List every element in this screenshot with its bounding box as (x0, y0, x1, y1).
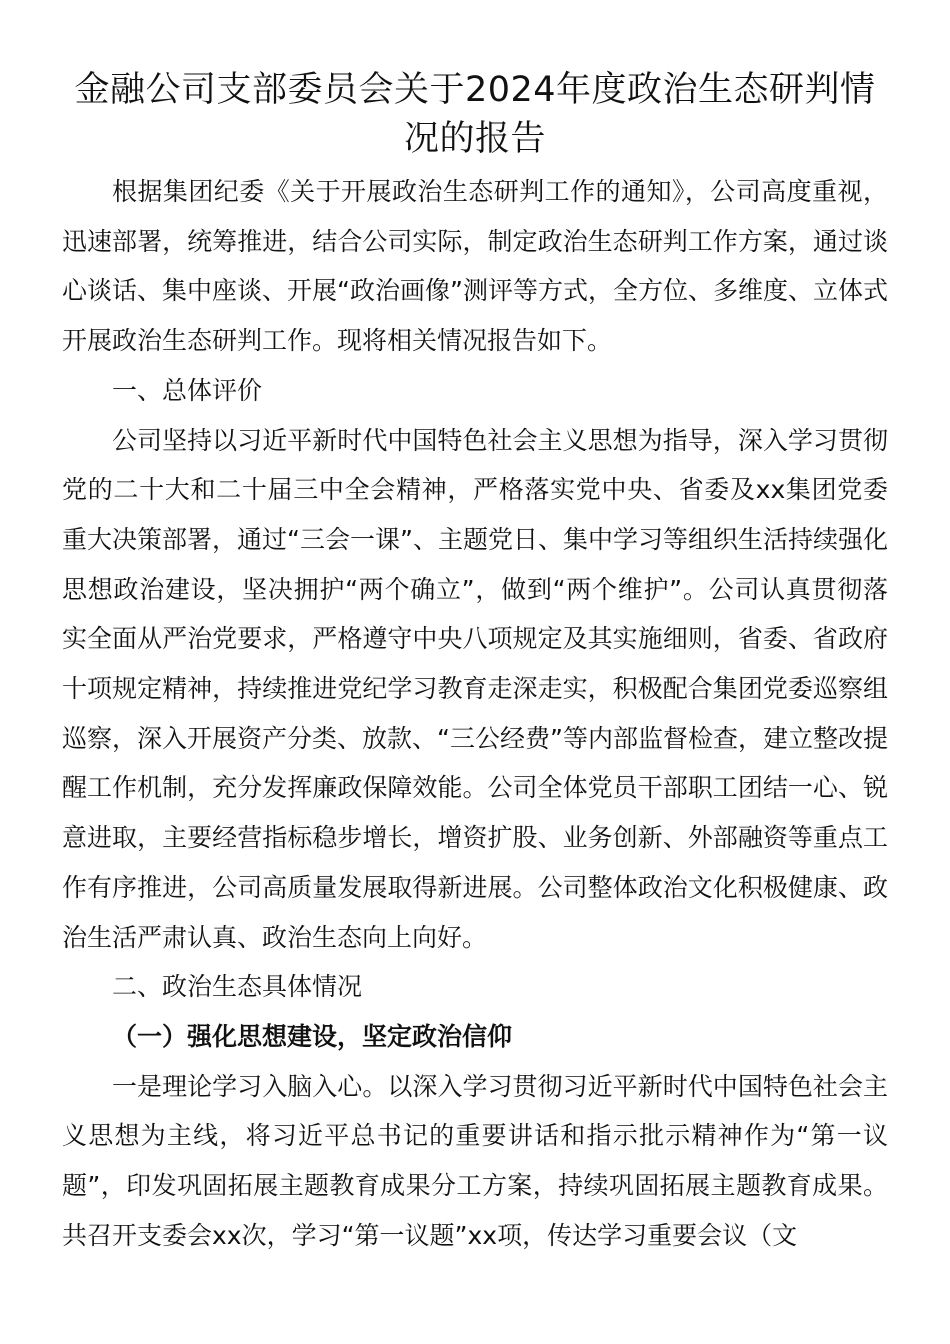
theory-study-paragraph: 一是理论学习入脑入心。以深入学习贯彻习近平新时代中国特色社会主义思想为主线，将习近平总书记的重要讲话和指示批示精神作为“第一议题”，印发巩固拓展主题教育成果分工方案，持续巩固拓展主题教育成果。共召开支委会xx次，学习“第一议题”xx项，传达学习重要会议（文 (62, 1071, 888, 1250)
section-heading-political-ecology-details: 二、政治生态具体情况 (112, 972, 363, 1002)
document-title: 金融公司支部委员会关于2024年度政治生态研判情况的报告 (74, 70, 876, 159)
intro-paragraph: 根据集团纪委《关于开展政治生态研判工作的通知》，公司高度重视，迅速部署，统筹推进，结合公司实际，制定政治生态研判工作方案，通过谈心谈话、集中座谈、开展“政治画像”测评等方式，全方位、多维度、立体式开展政治生态研判工作。现将相关情况报告如下。 (62, 177, 888, 356)
subsection-heading-ideological-building: （一）强化思想建设，坚定政治信仰 (112, 1021, 513, 1051)
section-heading-overall-evaluation: 一、总体评价 (112, 375, 263, 405)
document-body (62, 167, 888, 1260)
overall-evaluation-paragraph: 公司坚持以习近平新时代中国特色社会主义思想为指导，深入学习贯彻党的二十大和二十届三中全会精神，严格落实党中央、省委及xx集团党委重大决策部署，通过“三会一课”、主题党日、集中学习等组织生活持续强化思想政治建设，坚决拥护“两个确立”，做到“两个维护”。公司认真贯彻落实全面从严治党要求，严格遵守中央八项规定及其实施细则，省委、省政府十项规定精神，持续推进党纪学习教育走深走实，积极配合集团党委巡察组巡察，深入开展资产分类、放款、“三公经费”等内部监督检查，建立整改提醒工作机制，充分发挥廉政保障效能。公司全体党员干部职工团结一心、锐意进取，主要经营指标稳步增长，增资扩股、业务创新、外部融资等重点工作有序推进，公司高质量发展取得新进展。公司整体政治文化积极健康、政治生活严肃认真、政治生态向上向好。 (62, 425, 888, 952)
